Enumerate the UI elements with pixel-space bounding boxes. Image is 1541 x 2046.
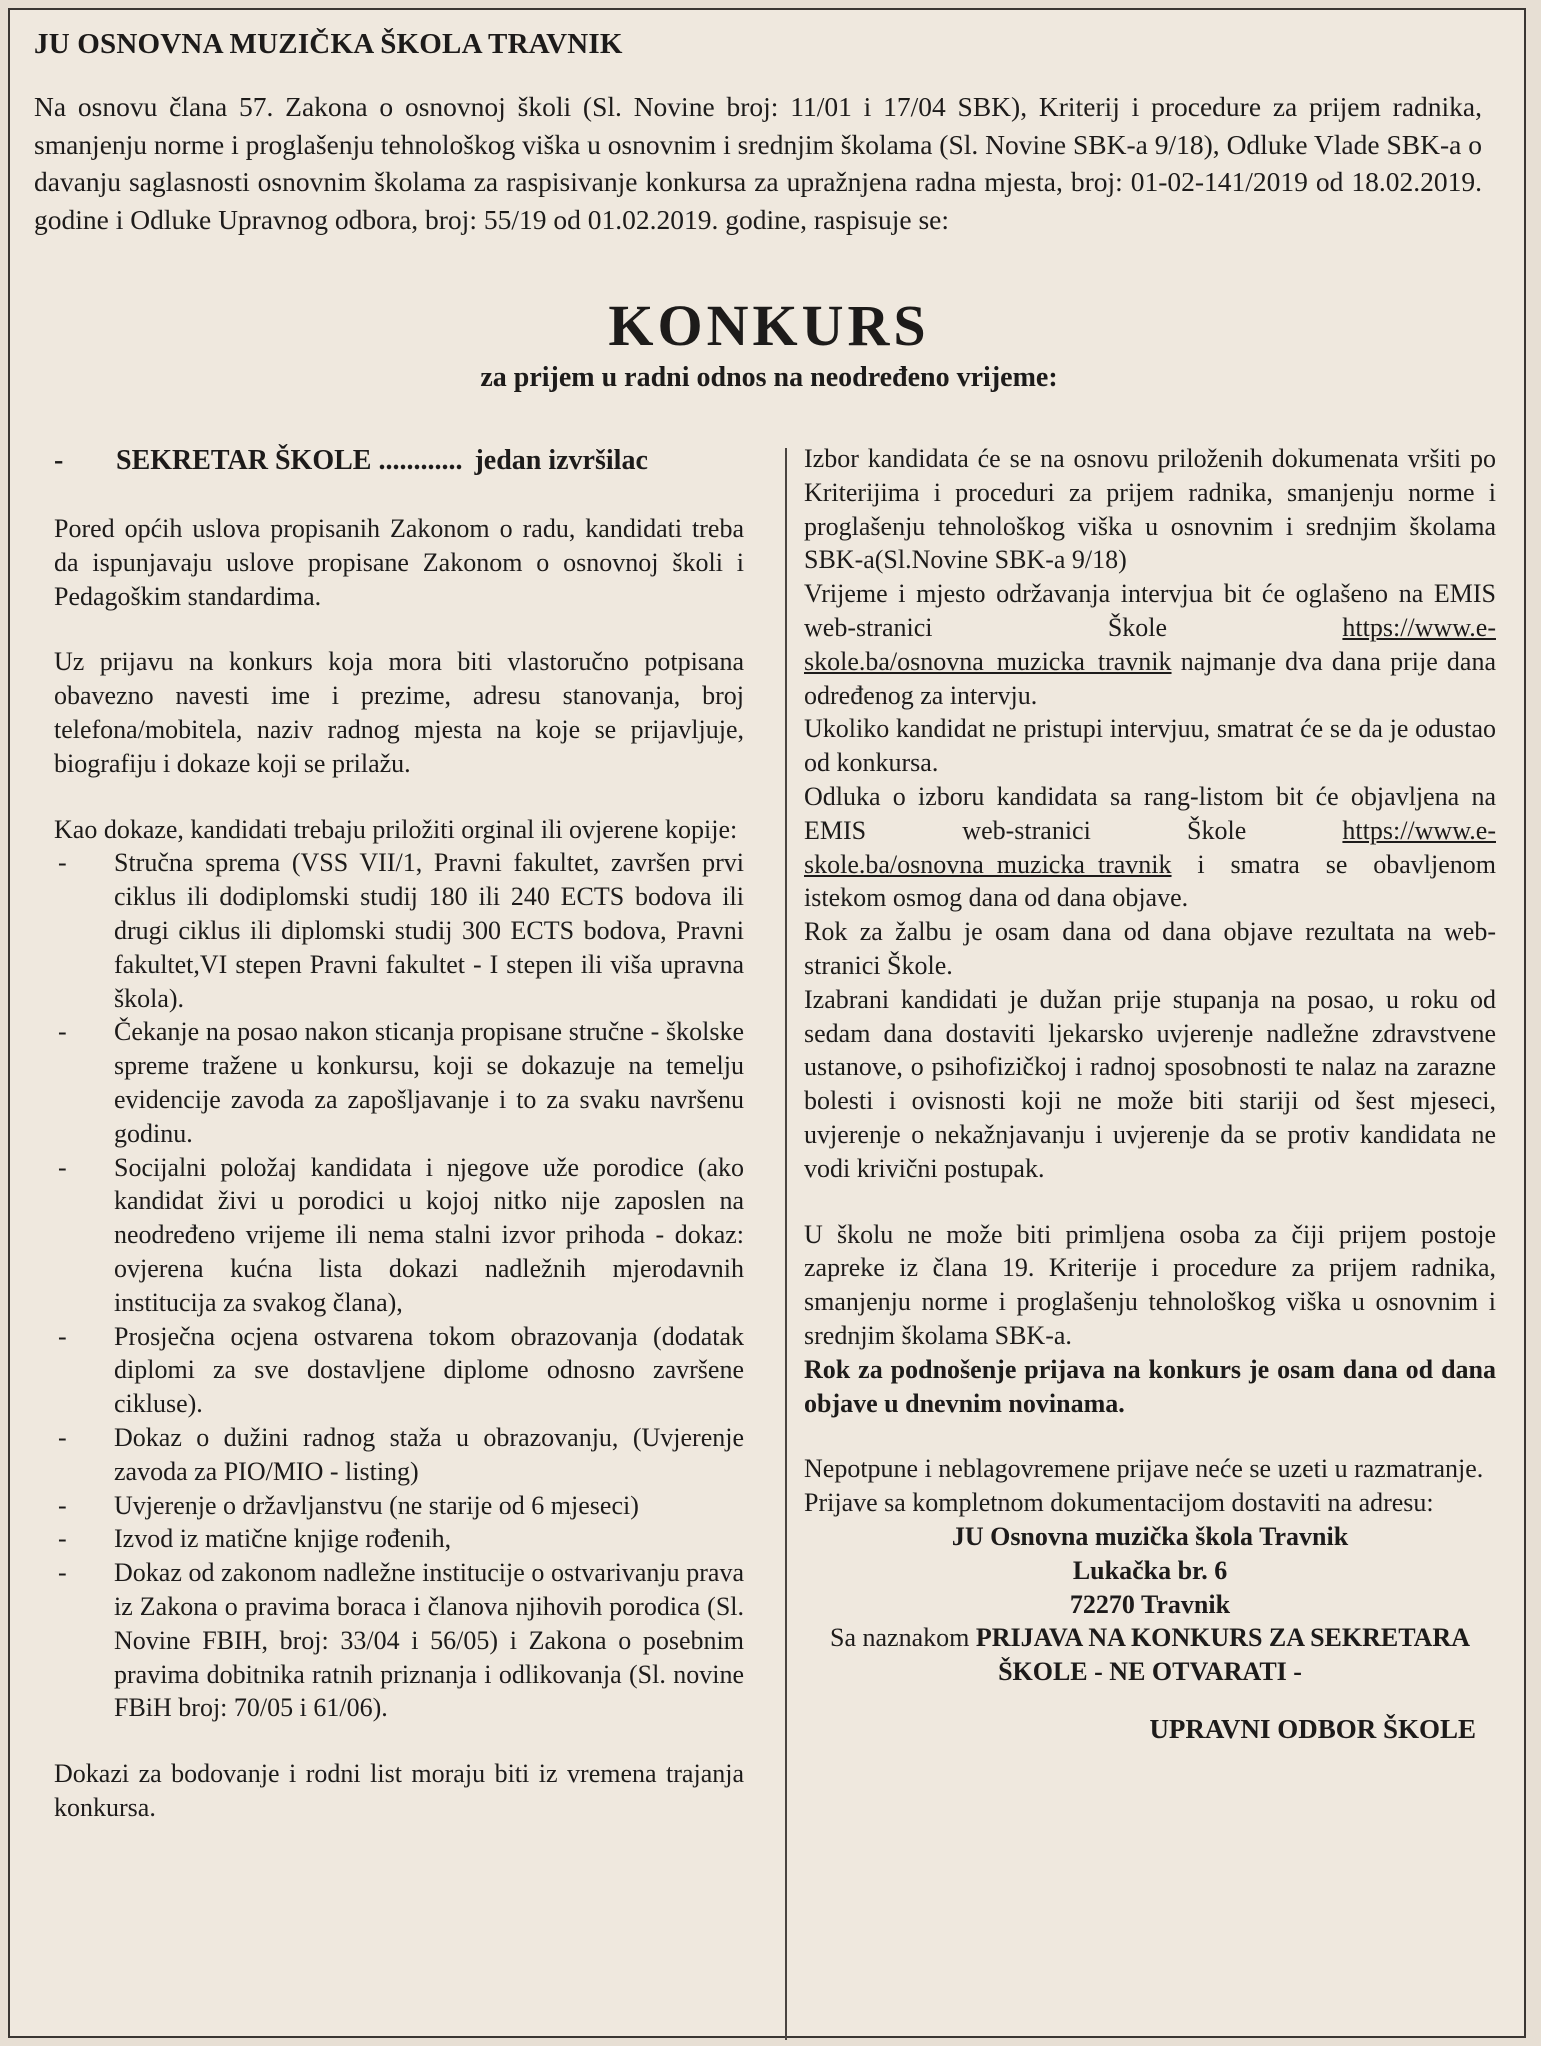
eligibility-restriction: U školu ne može biti primljena osoba za čiji prijem postoje zapreke iz člana 19. Kriterije i procedure za prijem radnika, smanjenju norme i proglašenju tehnološkog viška u osnovnim i srednjim školama SBK-a. — [804, 1219, 1496, 1350]
left-column — [54, 442, 744, 1825]
signature: UPRAVNI ODBOR ŠKOLE — [1149, 1713, 1476, 1744]
list-item: - Prosječna ocjena ostvarena tokom obrazovanja (dodatak diplomi za sve dostavljene diplome odnosno završene cikluse). — [54, 1320, 744, 1421]
list-item: - Dokaz od zakonom nadležne institucije o ostvarivanju prava iz Zakona o pravima boraca i članova njihovih porodica (Sl. Novine FBIH, broj: 33/04 i 56/05) i Zakona o posebnim pravima dobitnika ratnih priznanja i odlikovanja (Sl. novine FBiH broj: 70/05 i 61/06). — [54, 1556, 744, 1725]
position-line — [54, 442, 744, 480]
submission-deadline: Rok za podnošenje prijava na konkurs je osam dana od dana objave u dnevnim novinama. — [804, 1354, 1496, 1418]
list-item: - Izvod iz matične knjige rođenih, — [54, 1522, 744, 1556]
intro-paragraph: Na osnovu člana 57. Zakona o osnovnoj školi (Sl. Novine broj: 11/01 i 17/04 SBK), Kriterij i procedure za prijem radnika, smanjenju norme i proglašenju tehnološkog viška u osnovnim i srednjim školama (Sl. Novine SBK-a 9/18), Odluke Vlade SBK-a o davanju saglasnosti osnovnim školama za raspisivanje konkursa za upražnjena radna mjesta, broj: 01-02-141/2019 od 18.02.2019. godine i Odluke Upravnog odbora, broj: 55/19 od 01.02.2019. godine, raspisuje se: — [34, 91, 1482, 235]
envelope-note-prefix: Sa naznakom — [830, 1623, 976, 1653]
incomplete-applications: Nepotpune i neblagovremene prijave neće se uzeti u razmatranje. — [804, 1454, 1484, 1484]
list-item: - Stručna sprema (VSS VII/1, Pravni fakultet, završen prvi ciklus ili dodiplomski studij 180 ili 240 ECTS bodova ili drugi ciklus ili diplomski studij 300 ECTS bodova, Pravni fakultet,VI stepen Pravni fakultet - I stepen ili viša upravna škola). — [54, 846, 744, 1015]
job-advertisement — [8, 8, 1526, 2038]
selection-criteria: Izbor kandidata će se na osnovu priloženih dokumenata vršiti po Kriterijima i proceduri za prijem radnika, smanjenju norme i proglašenju tehnološkog viška u osnovnim i srednjim školama SBK-a(Sl.Novine SBK-a 9/18) — [804, 444, 1496, 575]
evidence-validity: Dokazi za bodovanje i rodni list moraju biti iz vremena trajanja konkursa. — [54, 1759, 744, 1822]
evidence-intro: Kao dokaze, kandidati trebaju priložiti orginal ili ovjerene kopije: — [54, 814, 738, 844]
address-line: 72270 Travnik — [1069, 1589, 1231, 1619]
medical-requirements: Izabrani kandidati je dužan prije stupanja na posao, u roku od sedam dana dostaviti ljekarsko uvjerenje nadležne zdravstvene ustanove, o psihofizičkoj i radnoj sposobnosti te nalaz na zarazne bolesti i ovisnosti koji ne može biti stariji od šest mjeseci, uvjerenje o nekažnjavanju i uvjerenje da se protiv kandidata ne vodi krivični postupak. — [804, 984, 1496, 1183]
envelope-note-bold: PRIJAVA NA KONKURS ZA SEKRETARA ŠKOLE - NE OTVARATI - — [975, 1623, 1470, 1687]
decision-text: Odluka o izboru kandidata sa rang-listom bit će objavljena na EMIS web-stranici Škole — [804, 781, 1496, 845]
page-title: KONKURS — [608, 293, 930, 358]
org-header: JU OSNOVNA MUZIČKA ŠKOLA TRAVNIK — [34, 28, 623, 60]
address-line: Lukačka br. 6 — [1072, 1555, 1228, 1585]
position-name: SEKRETAR ŠKOLE ............ — [116, 445, 463, 476]
column-divider — [785, 448, 787, 2040]
decision-notice — [804, 780, 1496, 915]
interview-text-end: najmanje dva dana prije dana određenog za intervju. — [804, 646, 1496, 710]
envelope-note — [804, 1621, 1496, 1689]
list-item: - Dokaz o dužini radnog staža u obrazovanju, (Uvjerenje zavoda za PIO/MIO - listing) — [54, 1421, 744, 1489]
general-conditions: Pored općih uslova propisanih Zakonom o radu, kandidati treba da ispunjavaju uslove propisane Zakonom o osnovnoj školi i Pedagoškim standardima. — [54, 514, 744, 611]
interview-text: Vrijeme i mjesto održavanja intervjua bit će oglašeno na EMIS web-stranici Škole — [804, 579, 1496, 642]
appeal-deadline: Rok za žalbu je osam dana od dana objave rezultata na web-stranici Škole. — [804, 917, 1496, 980]
position-count: jedan izvršilac — [474, 445, 648, 476]
evidence-list — [54, 846, 744, 1725]
right-column — [804, 442, 1496, 1747]
school-website-link[interactable]: https://www.e-skole.ba/osnovna_muzicka_travnik — [804, 612, 1496, 676]
school-website-link[interactable]: https://www.e-skole.ba/osnovna_muzicka_travnik — [804, 815, 1496, 879]
list-item: - Socijalni položaj kandidata i njegove uže porodice (ako kandidat živi u porodici u kojoj nitko nije zaposlen na neodređeno vrijeme ili nema stalni izvor prihoda - dokaz: ovjerena kućna lista dokazi nadležnih mjerodavnih institucija za svakog člana), — [54, 1151, 744, 1320]
list-item: - Uvjerenje o državljanstvu (ne starije od 6 mjeseci) — [54, 1489, 744, 1523]
list-item: - Čekanje na posao nakon sticanja propisane stručne - školske spreme tražene u konkursu, koji se dokazuje na temelju evidencije zavoda za zapošljavanje i to za svaku navršenu godinu. — [54, 1015, 744, 1150]
address-line: JU Osnovna muzička škola Travnik — [951, 1521, 1349, 1551]
interview-absence: Ukoliko kandidat ne pristupi intervjuu, smatrat će se da je odustao od konkursa. — [804, 714, 1496, 778]
application-contents: Uz prijavu na konkurs koja mora biti vlastoručno potpisana obavezno navesti ime i prezime, adresu stanovanja, broj telefona/mobitela, naziv radnog mjesta na koje se prijavljuje, biografiju i dokaze koji se prilažu. — [54, 647, 744, 778]
page-subtitle: za prijem u radni odnos na neodređeno vrijeme: — [480, 362, 1058, 393]
decision-text-end: i smatra se obavljenom istekom osmog dana od dana objave. — [804, 849, 1496, 913]
address-intro: Prijave sa kompletnom dokumentacijom dostaviti na adresu: — [804, 1488, 1434, 1518]
interview-notice — [804, 577, 1496, 712]
position-dash: - — [54, 445, 64, 476]
